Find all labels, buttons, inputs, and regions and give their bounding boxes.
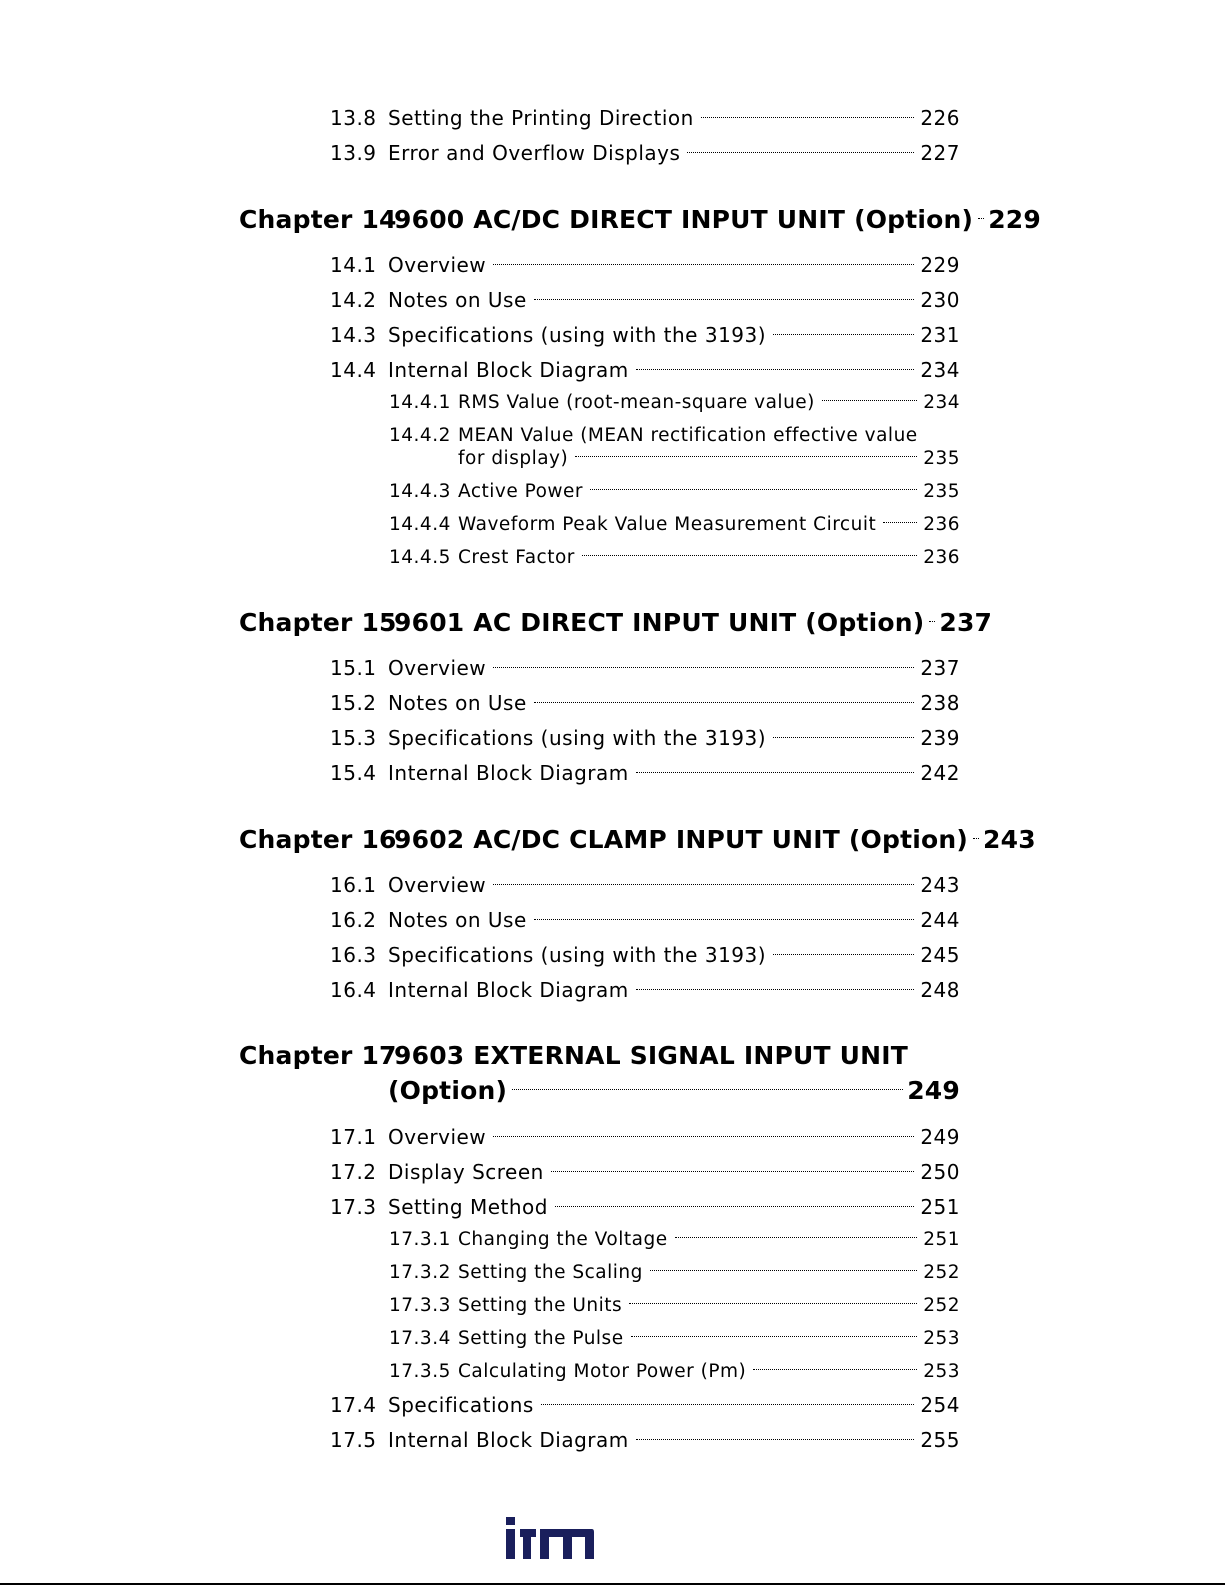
toc-page-number: 237 [920, 656, 960, 680]
toc-chapter-16[interactable] [239, 825, 1036, 854]
toc-leader [493, 1136, 914, 1137]
toc-entry-16-4[interactable] [330, 978, 960, 1002]
toc-number: 17.3.4 [389, 1328, 451, 1349]
toc-leader [631, 1336, 918, 1337]
toc-entry-15-1[interactable] [330, 656, 960, 680]
toc-page-number: 243 [920, 873, 960, 897]
toc-title: Setting the Units [458, 1295, 623, 1316]
toc-title: MEAN Value (MEAN rectification effective value [458, 425, 918, 446]
toc-number: 14.3 [330, 323, 377, 347]
toc-title: Overview [388, 253, 487, 277]
toc-entry-17-4[interactable] [330, 1393, 960, 1417]
toc-title: RMS Value (root-mean-square value) [458, 392, 815, 413]
toc-entry-14-4-2-line1[interactable] [389, 425, 918, 446]
toc-chapter-number: Chapter 17 [239, 1041, 397, 1070]
toc-entry-14-4-5[interactable] [389, 547, 960, 568]
toc-leader [929, 621, 935, 622]
toc-title: Internal Block Diagram [388, 978, 629, 1002]
toc-number: 15.3 [330, 726, 377, 750]
toc-page-number: 237 [939, 608, 993, 637]
toc-entry-14-1[interactable] [330, 253, 960, 277]
toc-number: 16.1 [330, 873, 377, 897]
toc-entry-17-2[interactable] [330, 1160, 960, 1184]
toc-title: Calculating Motor Power (Pm) [458, 1361, 747, 1382]
toc-page-number: 252 [923, 1262, 960, 1283]
toc-entry-13-9[interactable] [330, 141, 960, 165]
toc-page-number: 236 [923, 547, 960, 568]
toc-leader [493, 884, 914, 885]
toc-title: Active Power [458, 481, 584, 502]
toc-leader [541, 1404, 914, 1405]
toc-entry-15-4[interactable] [330, 761, 960, 785]
toc-page-number: 231 [920, 323, 960, 347]
toc-title: Crest Factor [458, 547, 575, 568]
toc-number: 16.4 [330, 978, 377, 1002]
toc-leader [773, 334, 914, 335]
toc-title: Overview [388, 873, 487, 897]
toc-number: 17.1 [330, 1125, 377, 1149]
toc-page-number: 229 [920, 253, 960, 277]
toc-leader [493, 667, 914, 668]
toc-chapter-title-continued: (Option) [388, 1076, 508, 1105]
toc-number: 17.3.3 [389, 1295, 451, 1316]
toc-title: Setting Method [388, 1195, 548, 1219]
toc-title: Error and Overflow Displays [388, 141, 681, 165]
toc-page-number: 248 [920, 978, 960, 1002]
toc-number: 14.4.2 [389, 425, 451, 446]
toc-number: 13.8 [330, 106, 377, 130]
toc-page-number: 235 [923, 448, 960, 469]
toc-entry-14-4-2-line2[interactable] [458, 448, 960, 469]
toc-title: Notes on Use [388, 691, 527, 715]
toc-leader [629, 1303, 917, 1304]
toc-chapter-number: Chapter 15 [239, 608, 397, 637]
toc-chapter-number: Chapter 16 [239, 825, 397, 854]
toc-title: Specifications (using with the 3193) [388, 943, 767, 967]
toc-page-number: 255 [920, 1428, 960, 1452]
toc-leader [675, 1237, 918, 1238]
toc-number: 17.4 [330, 1393, 377, 1417]
toc-entry-15-3[interactable] [330, 726, 960, 750]
toc-number: 17.3.2 [389, 1262, 451, 1283]
toc-number: 17.3.5 [389, 1361, 451, 1382]
toc-number: 14.4.3 [389, 481, 451, 502]
toc-entry-14-4-3[interactable] [389, 481, 960, 502]
toc-leader [534, 919, 915, 920]
toc-page-number: 239 [920, 726, 960, 750]
toc-title: Internal Block Diagram [388, 1428, 629, 1452]
toc-page-number: 238 [920, 691, 960, 715]
toc-number: 14.4.4 [389, 514, 451, 535]
toc-title: Specifications [388, 1393, 534, 1417]
toc-entry-14-4-4[interactable] [389, 514, 960, 535]
toc-chapter-15[interactable] [239, 608, 993, 637]
toc-number: 14.4 [330, 358, 377, 382]
toc-number: 17.5 [330, 1428, 377, 1452]
toc-number: 16.3 [330, 943, 377, 967]
toc-title: Setting the Scaling [458, 1262, 643, 1283]
toc-entry-17-3-1[interactable] [389, 1229, 960, 1250]
toc-title: Setting the Pulse [458, 1328, 624, 1349]
toc-entry-17-3-4[interactable] [389, 1328, 960, 1349]
toc-page-number: 244 [920, 908, 960, 932]
toc-chapter-17-line2[interactable] [388, 1076, 960, 1105]
toc-title: Overview [388, 656, 487, 680]
toc-page-number: 235 [923, 481, 960, 502]
toc-chapter-title: 9602 AC/DC CLAMP INPUT UNIT (Option) [394, 825, 969, 854]
toc-entry-17-3-3[interactable] [389, 1295, 960, 1316]
toc-entry-13-8[interactable] [330, 106, 960, 130]
toc-leader [575, 456, 917, 457]
toc-page-number: 249 [907, 1076, 960, 1105]
itm-logo-icon [504, 1515, 596, 1561]
toc-leader [512, 1089, 903, 1090]
toc-title: Notes on Use [388, 908, 527, 932]
toc-leader [687, 152, 914, 153]
toc-title: Overview [388, 1125, 487, 1149]
toc-leader [773, 954, 914, 955]
toc-entry-17-3[interactable] [330, 1195, 960, 1219]
toc-leader [636, 369, 915, 370]
toc-number: 14.2 [330, 288, 377, 312]
toc-page-number: 254 [920, 1393, 960, 1417]
toc-leader [978, 218, 984, 219]
toc-page-number: 251 [923, 1229, 960, 1250]
toc-number: 15.1 [330, 656, 377, 680]
toc-leader [650, 1270, 917, 1271]
toc-title: Notes on Use [388, 288, 527, 312]
toc-page-number: 226 [920, 106, 960, 130]
toc-entry-14-4-1[interactable] [389, 392, 960, 413]
toc-page-number: 252 [923, 1295, 960, 1316]
toc-leader [973, 838, 979, 839]
toc-number: 14.4.1 [389, 392, 451, 413]
toc-page-number: 236 [923, 514, 960, 535]
toc-page-number: 234 [923, 392, 960, 413]
toc-leader [701, 117, 915, 118]
toc-leader [753, 1369, 917, 1370]
toc-page-number: 245 [920, 943, 960, 967]
toc-page-number: 249 [920, 1125, 960, 1149]
toc-entry-14-3[interactable] [330, 323, 960, 347]
toc-leader [493, 264, 914, 265]
toc-number: 17.2 [330, 1160, 377, 1184]
toc-number: 14.4.5 [389, 547, 451, 568]
toc-page-number: 251 [920, 1195, 960, 1219]
toc-title: Internal Block Diagram [388, 358, 629, 382]
toc-entry-14-2[interactable] [330, 288, 960, 312]
toc-number: 14.1 [330, 253, 377, 277]
toc-entry-15-2[interactable] [330, 691, 960, 715]
toc-entry-14-4[interactable] [330, 358, 960, 382]
toc-leader [590, 489, 917, 490]
toc-entry-17-5[interactable] [330, 1428, 960, 1452]
toc-number: 17.3.1 [389, 1229, 451, 1250]
toc-title: Specifications (using with the 3193) [388, 323, 767, 347]
toc-leader [582, 555, 917, 556]
toc-page-number: 253 [923, 1361, 960, 1382]
toc-chapter-title: 9603 EXTERNAL SIGNAL INPUT UNIT [394, 1041, 909, 1070]
toc-leader [534, 299, 915, 300]
toc-title: Changing the Voltage [458, 1229, 668, 1250]
toc-leader [636, 989, 915, 990]
toc-leader [551, 1171, 914, 1172]
toc-chapter-14[interactable] [239, 205, 1041, 234]
toc-entry-17-1[interactable] [330, 1125, 960, 1149]
toc-leader [534, 702, 915, 703]
toc-number: 15.4 [330, 761, 377, 785]
toc-number: 17.3 [330, 1195, 377, 1219]
toc-title: Display Screen [388, 1160, 544, 1184]
toc-leader [822, 400, 917, 401]
toc-chapter-title: 9600 AC/DC DIRECT INPUT UNIT (Option) [394, 205, 974, 234]
toc-number: 16.2 [330, 908, 377, 932]
toc-chapter-17-line1[interactable] [239, 1041, 908, 1070]
toc-page-number: 243 [983, 825, 1036, 854]
toc-leader [883, 522, 917, 523]
toc-page-number: 234 [920, 358, 960, 382]
toc-entry-17-3-5[interactable] [389, 1361, 960, 1382]
toc-page-number: 230 [920, 288, 960, 312]
toc-leader [636, 1439, 915, 1440]
toc-title-continued: for display) [458, 448, 569, 469]
toc-entry-16-1[interactable] [330, 873, 960, 897]
toc-entry-16-3[interactable] [330, 943, 960, 967]
toc-chapter-number: Chapter 14 [239, 205, 397, 234]
toc-page-number: 250 [920, 1160, 960, 1184]
toc-title: Waveform Peak Value Measurement Circuit [458, 514, 877, 535]
toc-chapter-title: 9601 AC DIRECT INPUT UNIT (Option) [394, 608, 925, 637]
toc-entry-16-2[interactable] [330, 908, 960, 932]
toc-leader [636, 772, 915, 773]
toc-number: 15.2 [330, 691, 377, 715]
toc-leader [555, 1206, 914, 1207]
toc-page-number: 242 [920, 761, 960, 785]
toc-page-number: 253 [923, 1328, 960, 1349]
toc-title: Internal Block Diagram [388, 761, 629, 785]
toc-title: Specifications (using with the 3193) [388, 726, 767, 750]
toc-number: 13.9 [330, 141, 377, 165]
toc-page-number: 229 [988, 205, 1041, 234]
toc-page-number: 227 [920, 141, 960, 165]
toc-leader [773, 737, 914, 738]
toc-title: Setting the Printing Direction [388, 106, 694, 130]
toc-entry-17-3-2[interactable] [389, 1262, 960, 1283]
